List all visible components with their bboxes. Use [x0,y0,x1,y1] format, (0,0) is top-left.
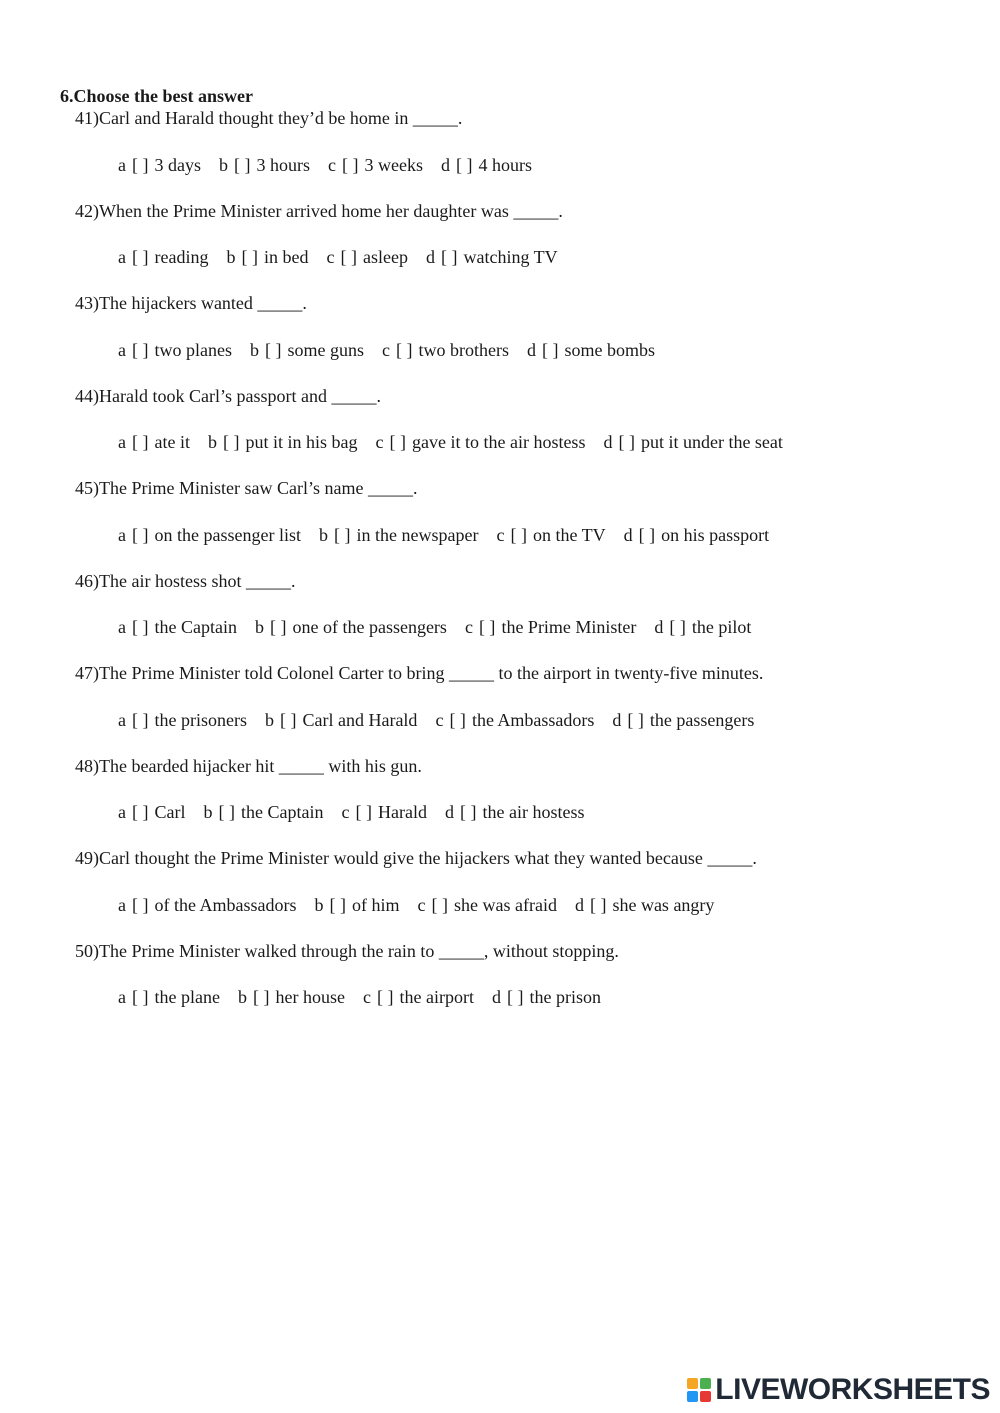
option-checkbox[interactable]: [ ] [340,247,357,267]
option-checkbox[interactable]: [ ] [234,154,251,175]
option-letter: a [118,894,126,915]
option-text: some guns [287,339,364,360]
question-prompt: 49)Carl thought the Prime Minister would give the hijackers what they wanted because _____. [75,848,757,868]
logo-square-3 [687,1391,698,1402]
option-letter: b [314,894,324,915]
answer-option-a [118,801,186,823]
answer-option-c [326,246,407,268]
option-checkbox[interactable]: [ ] [132,894,149,915]
option-text: on his passport [661,524,770,545]
option-text: the pilot [691,617,752,637]
option-letter: a [118,247,126,267]
logo-square-4 [700,1391,711,1402]
answer-option-c [435,709,594,731]
option-checkbox[interactable]: [ ] [440,247,458,267]
option-letter: c [417,894,426,915]
option-checkbox[interactable]: [ ] [132,524,149,545]
answer-option-b [265,709,417,731]
answer-options [118,339,655,361]
option-text: the prisoners [154,709,247,730]
answer-option-c [496,524,605,546]
answer-options [118,986,601,1008]
option-text: the prison [529,987,601,1007]
option-text: 4 hours [478,154,532,175]
option-letter: c [464,617,473,637]
option-text: reading [154,247,209,267]
option-letter: d [526,339,536,360]
answer-options [118,524,769,546]
option-checkbox[interactable]: [ ] [279,709,297,730]
option-letter: c [381,339,390,360]
option-letter: c [496,524,505,545]
option-letter: c [328,154,336,175]
option-text: the Captain [241,802,324,822]
answer-option-c [328,154,423,176]
answer-options [118,801,584,823]
option-text: the airport [399,987,474,1007]
option-letter: c [362,987,371,1007]
option-checkbox[interactable]: [ ] [376,987,394,1007]
answer-option-d [527,339,655,361]
option-letter: d [425,247,435,267]
option-text: two brothers [418,339,509,360]
answer-options [118,709,754,731]
logo-square-2 [700,1378,711,1389]
answer-option-d [612,709,754,731]
answer-options [118,894,714,916]
answer-option-a [118,154,201,176]
option-text: watching TV [463,247,558,267]
option-text: in the newspaper [356,524,479,545]
answer-option-d [654,616,751,638]
answer-option-d [624,524,770,546]
option-letter: a [118,154,126,175]
option-letter: a [118,802,126,822]
option-text: gave it to the air hostess [411,432,586,452]
option-checkbox[interactable]: [ ] [627,709,644,730]
answer-option-b [208,431,358,453]
option-letter: b [264,709,274,730]
option-checkbox[interactable]: [ ] [222,432,240,452]
question-prompt: 43)The hijackers wanted _____. [75,293,307,313]
option-letter: c [326,247,335,267]
answer-options [118,616,751,638]
option-letter: d [444,802,454,822]
option-checkbox[interactable]: [ ] [132,247,149,267]
option-text: the Captain [154,617,237,637]
question-prompt: 42)When the Prime Minister arrived home her daughter was _____. [75,200,563,221]
option-letter: d [491,987,501,1007]
option-checkbox[interactable]: [ ] [510,524,527,545]
option-letter: a [118,339,126,360]
option-checkbox[interactable]: [ ] [269,617,287,637]
option-letter: b [207,432,217,452]
answer-option-a [118,986,220,1008]
option-letter: b [219,154,228,175]
option-text: some bombs [564,339,655,360]
answer-option-d [445,801,584,823]
answer-option-d [575,894,714,916]
answer-option-c [465,616,636,638]
option-text: ate it [154,432,190,452]
option-checkbox[interactable]: [ ] [506,987,524,1007]
option-checkbox[interactable]: [ ] [431,894,448,915]
option-letter: b [249,339,259,360]
answer-option-a [118,246,208,268]
option-checkbox[interactable]: [ ] [264,339,282,360]
option-checkbox[interactable]: [ ] [395,339,413,360]
logo-square-1 [687,1378,698,1389]
option-text: asleep [362,247,408,267]
answer-options [118,431,783,453]
option-checkbox[interactable]: [ ] [132,339,149,360]
option-checkbox[interactable]: [ ] [669,617,686,637]
answer-option-a [118,339,232,361]
option-text: the plane [154,987,220,1007]
answer-option-d [603,431,782,453]
option-text: 3 weeks [364,154,423,175]
option-text: she was afraid [453,894,557,915]
answer-option-b [238,986,345,1008]
option-letter: b [203,802,213,822]
option-letter: a [118,617,126,637]
question-prompt: 46)The air hostess shot _____. [75,570,296,591]
option-checkbox[interactable]: [ ] [589,894,607,915]
option-checkbox[interactable]: [ ] [241,247,258,267]
answer-option-a [118,709,247,731]
option-checkbox[interactable]: [ ] [449,709,466,730]
option-text: 3 days [154,154,201,175]
answer-option-a [118,431,190,453]
answer-option-c [417,894,556,916]
option-text: of him [351,894,400,915]
option-text: the Ambassadors [471,709,595,730]
question-prompt: 48)The bearded hijacker hit _____ with his gun. [75,755,422,776]
answer-option-b [319,524,478,546]
option-letter: b [318,524,328,545]
option-checkbox[interactable]: [ ] [329,894,346,915]
section-title: 6.Choose the best answer [60,86,253,106]
option-letter: b [237,987,247,1007]
option-checkbox[interactable]: [ ] [455,154,473,175]
answer-option-b [314,894,399,916]
answer-option-d [441,154,532,176]
option-text: on the TV [532,524,606,545]
option-checkbox[interactable]: [ ] [252,987,270,1007]
option-checkbox[interactable]: [ ] [132,802,149,822]
answer-option-a [118,524,301,546]
option-letter: c [435,709,444,730]
option-checkbox[interactable]: [ ] [132,617,149,637]
option-letter: d [440,154,450,175]
option-checkbox[interactable]: [ ] [132,154,149,175]
option-checkbox[interactable]: [ ] [132,987,149,1007]
option-letter: a [118,524,126,545]
option-text: her house [275,987,345,1007]
option-text: the passengers [649,709,755,730]
option-letter: d [603,432,613,452]
option-letter: a [118,709,126,730]
option-text: the air hostess [482,802,585,822]
option-letter: a [118,987,126,1007]
option-text: two planes [154,339,232,360]
answer-option-c [341,801,426,823]
liveworksheets-logo-icon [687,1378,711,1402]
option-checkbox[interactable]: [ ] [132,432,149,452]
option-checkbox[interactable]: [ ] [541,339,559,360]
answer-options [118,154,532,176]
option-letter: d [623,524,633,545]
option-text: 3 hours [256,154,310,175]
answer-options [118,246,558,268]
answer-option-b [226,246,308,268]
answer-option-c [382,339,509,361]
answer-option-c [375,431,585,453]
option-text: the Prime Minister [501,617,637,637]
option-text: put it in his bag [245,432,358,452]
option-text: in bed [263,247,309,267]
option-letter: d [654,617,664,637]
option-letter: d [612,709,622,730]
option-checkbox[interactable]: [ ] [218,802,235,822]
option-checkbox[interactable]: [ ] [618,432,635,452]
question-prompt: 47)The Prime Minister told Colonel Carter to bring _____ to the airport in twenty-five minutes. [75,663,764,683]
answer-option-b [250,339,364,361]
logo-text: LIVEWORKSHEETS [715,1373,990,1406]
answer-option-d [492,986,601,1008]
option-text: of the Ambassadors [154,894,297,915]
answer-option-b [219,154,310,176]
liveworksheets-logo [687,1373,990,1407]
option-text: she was angry [612,894,715,915]
option-text: on the passenger list [154,524,301,545]
question-prompt: 44)Harald took Carl’s passport and _____. [75,385,381,406]
question-prompt: 45)The Prime Minister saw Carl’s name _____. [75,478,418,498]
option-checkbox[interactable]: [ ] [478,617,496,637]
option-letter: b [226,247,236,267]
option-checkbox[interactable]: [ ] [459,802,477,822]
option-text: Carl [154,802,186,822]
answer-option-d [426,246,558,268]
option-checkbox[interactable]: [ ] [333,524,351,545]
answer-option-b [255,616,447,638]
option-checkbox[interactable]: [ ] [638,524,656,545]
answer-option-b [204,801,324,823]
answer-option-c [363,986,474,1008]
option-letter: d [574,894,584,915]
question-prompt: 50)The Prime Minister walked through the rain to _____, without stopping. [75,940,619,961]
question-prompt: 41)Carl and Harald thought they’d be home in _____. [75,108,463,128]
option-text: one of the passengers [292,617,447,637]
option-letter: b [254,617,264,637]
option-letter: c [341,802,350,822]
option-letter: c [375,432,384,452]
option-checkbox[interactable]: [ ] [355,802,372,822]
option-text: Carl and Harald [302,709,418,730]
option-checkbox[interactable]: [ ] [389,432,406,452]
option-checkbox[interactable]: [ ] [132,709,149,730]
answer-option-a [118,616,237,638]
answer-option-a [118,894,296,916]
option-text: put it under the seat [640,432,783,452]
option-text: Harald [377,802,427,822]
option-letter: a [118,432,126,452]
option-checkbox[interactable]: [ ] [342,154,359,175]
